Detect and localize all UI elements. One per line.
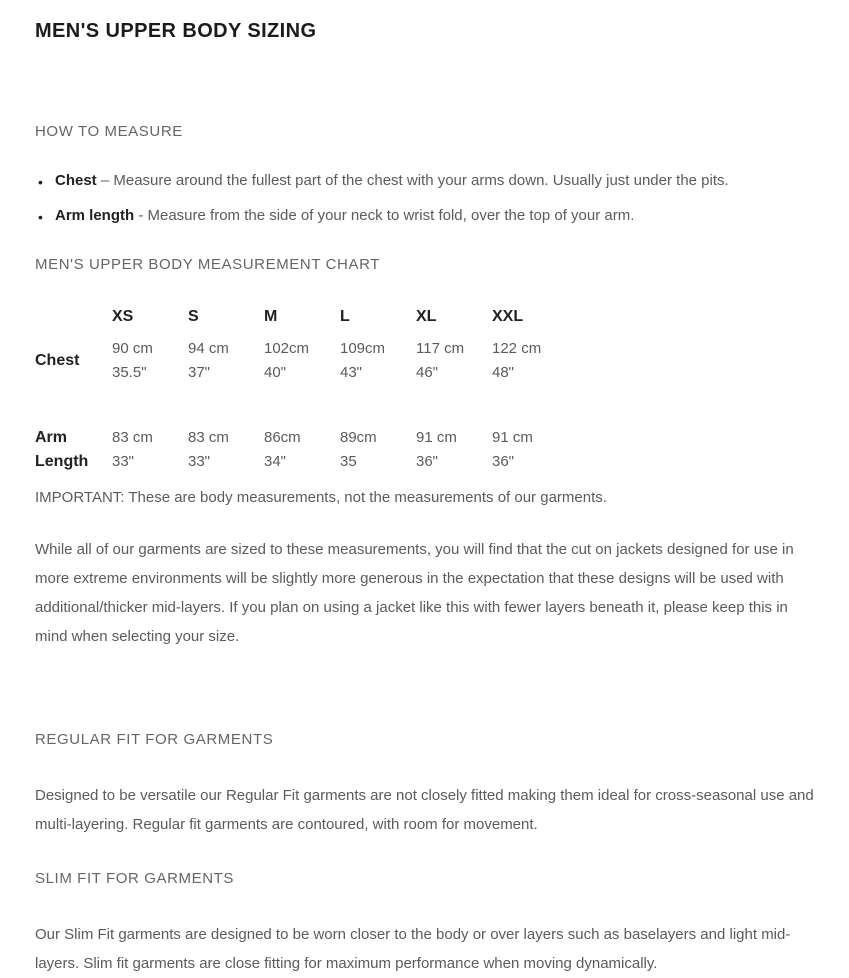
measurement-chart-heading: MEN'S UPPER BODY MEASUREMENT CHART [35, 256, 380, 273]
value-cm: 89cm [340, 429, 377, 446]
how-to-measure-heading: HOW TO MEASURE [35, 123, 183, 140]
value-in: 40" [264, 364, 287, 381]
value-cm: 102cm [264, 340, 310, 357]
measure-instructions-list [35, 173, 821, 224]
table-cell [264, 337, 340, 385]
column-header-xl: XL [416, 308, 437, 325]
bullet-icon: • [38, 174, 43, 190]
regular-fit-heading: REGULAR FIT FOR GARMENTS [35, 731, 274, 748]
table-row-arm-length [35, 426, 821, 474]
value-cm: 94 cm [188, 340, 229, 357]
list-item-chest [35, 173, 821, 189]
slim-fit-paragraph: Our Slim Fit garments are designed to be worn closer to the body or over layers such as baselayers and light mid-layers. Slim fit garments are close fitting for maximum performance when moving dynamically. [35, 926, 791, 972]
value-cm: 117 cm [416, 340, 465, 357]
table-cell [112, 426, 188, 474]
table-cell [416, 426, 492, 474]
value-cm: 122 cm [492, 340, 542, 357]
table-cell [340, 337, 416, 385]
size-measurement-table [35, 309, 821, 474]
regular-fit-paragraph: Designed to be versatile our Regular Fit garments are not closely fitted making them ideal for cross-seasonal use and multi-layering. Regular fit garments are contoured, with room for movement. [35, 787, 814, 833]
measure-description: – Measure around the fullest part of the chest with your arms down. Usually just under the pits. [100, 172, 729, 189]
bullet-icon: • [38, 209, 43, 225]
row-label-arm-length: Arm Length [35, 429, 89, 470]
row-label-chest: Chest [35, 352, 80, 369]
sizing-note-paragraph: While all of our garments are sized to these measurements, you will find that the cut on jackets designed for use in more extreme environments will be slightly more generous in the expectation that these designs will be used with additional/thicker mid-layers. If you plan on using a jacket like this with fewer layers beneath it, please keep this in mind when selecting your size. [35, 541, 794, 645]
table-cell [188, 426, 264, 474]
table-row-chest [35, 337, 821, 385]
table-cell [340, 426, 416, 474]
important-note: IMPORTANT: These are body measurements, not the measurements of our garments. [35, 489, 607, 506]
value-in: 48" [492, 364, 515, 381]
table-header-row [35, 309, 821, 325]
table-cell [492, 426, 568, 474]
value-in: 35 [340, 453, 357, 470]
table-cell [492, 337, 568, 385]
page-title: MEN'S UPPER BODY SIZING [35, 20, 317, 42]
value-cm: 83 cm [188, 429, 229, 446]
column-header-xxl: XXL [492, 308, 524, 325]
list-item-arm-length [35, 208, 821, 224]
table-cell [112, 337, 188, 385]
value-cm: 90 cm [112, 340, 153, 357]
value-cm: 83 cm [112, 429, 153, 446]
value-in: 36" [416, 453, 439, 470]
column-header-l: L [340, 308, 350, 325]
column-header-m: M [264, 308, 278, 325]
slim-fit-heading: SLIM FIT FOR GARMENTS [35, 870, 235, 887]
value-cm: 91 cm [492, 429, 533, 446]
value-cm: 86cm [264, 429, 301, 446]
value-in: 33" [188, 453, 211, 470]
table-cell [264, 426, 340, 474]
value-in: 37" [188, 364, 211, 381]
column-header-s: S [188, 308, 199, 325]
column-header-xs: XS [112, 308, 134, 325]
value-cm: 91 cm [416, 429, 457, 446]
value-in: 36" [492, 453, 515, 470]
value-cm: 109cm [340, 340, 386, 357]
value-in: 33" [112, 453, 135, 470]
table-cell [416, 337, 492, 385]
value-in: 46" [416, 364, 439, 381]
measure-term: Arm length [55, 207, 135, 224]
value-in: 43" [340, 364, 363, 381]
table-cell [188, 337, 264, 385]
measure-description: - Measure from the side of your neck to wrist fold, over the top of your arm. [138, 207, 635, 224]
value-in: 35.5" [112, 364, 147, 381]
value-in: 34" [264, 453, 287, 470]
measure-term: Chest [55, 172, 97, 189]
